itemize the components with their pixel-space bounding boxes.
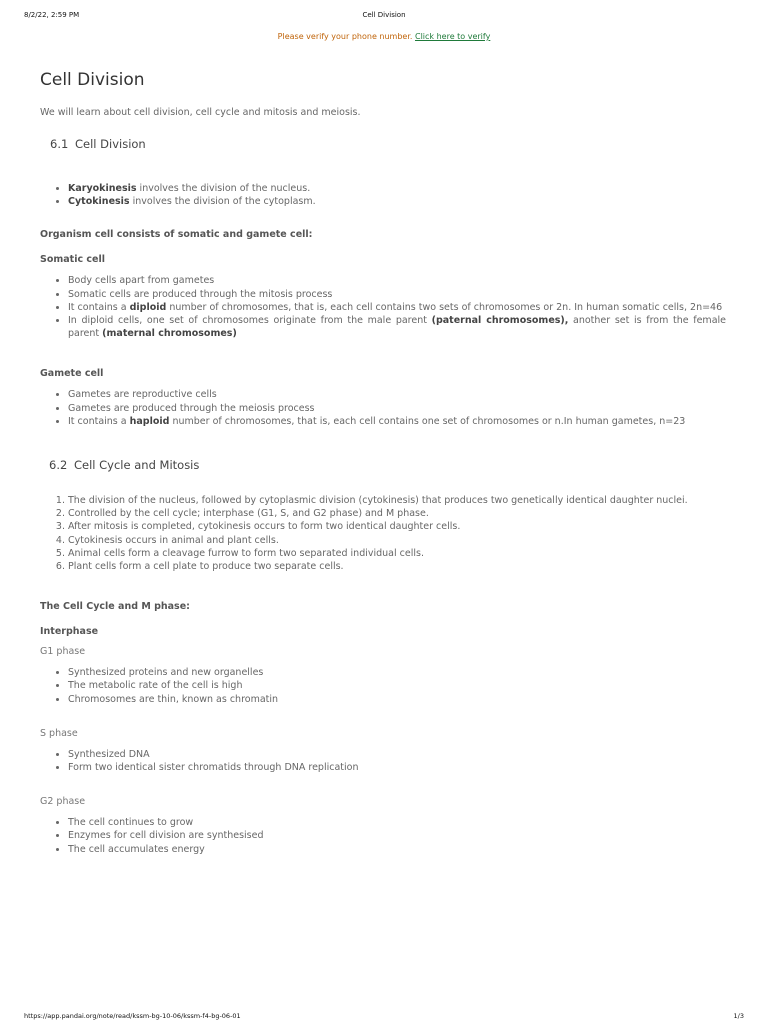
s-phase-heading: S phase <box>40 727 78 739</box>
term: Cytokinesis <box>68 196 130 208</box>
g2-heading: G2 phase <box>40 796 86 808</box>
list-item <box>68 195 726 208</box>
list-item: • Body cells apart from gametes <box>68 274 726 287</box>
section-title: Cell Cycle and Mitosis <box>74 458 200 473</box>
list-item: 4. Cytokinesis occurs in animal and plant cells. <box>68 534 726 547</box>
section-title: Cell Division <box>75 137 146 151</box>
list-item: 2. Controlled by the cell cycle; interphase (G1, S, and G2 phase) and M phase. <box>68 507 726 520</box>
text: In diploid cells, one set of chromosomes originate from the male parent <box>68 315 432 327</box>
list-item: • The metabolic rate of the cell is high <box>68 679 726 692</box>
verify-text: Please verify your phone number. <box>277 32 413 41</box>
list-item: • Synthesized proteins and new organelles <box>68 666 726 679</box>
list-item <box>68 314 726 340</box>
verify-link[interactable]: Click here to verify <box>414 32 491 41</box>
list-item: • Somatic cells are produced through the mitosis process <box>68 288 726 301</box>
interphase-heading: Interphase <box>40 626 99 638</box>
list-item: 5. Animal cells form a cleavage furrow to form two separated individual cells. <box>68 547 726 560</box>
verify-banner <box>0 32 768 41</box>
page-title: Cell Division <box>40 70 145 90</box>
definition: involves the division of the nucleus. <box>136 183 311 194</box>
list-item: • Form two identical sister chromatids through DNA replication <box>68 761 726 774</box>
list-item <box>68 301 726 314</box>
note-content <box>40 70 726 856</box>
text: another set is from the female parent <box>68 315 726 340</box>
list-item: 3. After mitosis is completed, cytokinesis occurs to form two identical daughter cells. <box>68 520 726 533</box>
definition: involves the division of the cytoplasm. <box>129 196 316 208</box>
list-item: • Gametes are produced through the meiosis process <box>68 402 726 415</box>
s-phase-list <box>40 748 726 774</box>
list-item: 6. Plant cells form a cell plate to produce two separate cells. <box>68 560 726 573</box>
section-number: 6.1 <box>50 137 69 151</box>
print-url: https://app.pandai.org/note/read/kssm-bg-10-06/kssm-f4-bg-06-01 <box>24 1012 241 1020</box>
division-list <box>40 182 726 208</box>
list-item: • Gametes are reproductive cells <box>68 388 726 401</box>
term: Karyokinesis <box>68 183 137 194</box>
print-datetime: 8/2/22, 2:59 PM <box>24 11 80 19</box>
mitosis-list <box>40 494 726 573</box>
text: It contains a <box>68 415 130 427</box>
g2-list <box>40 816 726 856</box>
term: diploid <box>129 301 167 313</box>
page-number: 1/3 <box>733 1012 744 1020</box>
list-item: • Chromosomes are thin, known as chromatin <box>68 693 726 706</box>
term: (paternal chromosomes), <box>431 315 569 327</box>
list-item: 1. The division of the nucleus, followed by cytoplasmic division (cytokinesis) that produces two genetically identical daughter nuclei. <box>68 494 726 507</box>
section-heading-6-1 <box>40 137 726 151</box>
list-item: • Synthesized DNA <box>68 748 726 761</box>
somatic-heading: Somatic cell <box>40 254 106 266</box>
text: number of chromosomes, that is, each cell contains two sets of chromosomes or 2n. In human somatic cells, 2n=46 <box>166 301 723 313</box>
print-header <box>24 11 744 23</box>
g1-list <box>40 666 726 706</box>
term: (maternal chromosomes) <box>102 328 237 340</box>
gamete-list <box>40 388 726 428</box>
term: haploid <box>129 415 170 427</box>
section-heading-6-2 <box>40 458 726 472</box>
text: It contains a <box>68 301 130 313</box>
list-item: • Enzymes for cell division are synthesised <box>68 829 726 842</box>
list-item: • The cell continues to grow <box>68 816 726 829</box>
text: number of chromosomes, that is, each cell contains one set of chromosomes or n.In human gametes, n=23 <box>169 415 686 427</box>
cell-cycle-heading: The Cell Cycle and M phase: <box>40 601 190 613</box>
intro-text: We will learn about cell division, cell cycle and mitosis and meiosis. <box>40 107 361 118</box>
g1-heading: G1 phase <box>40 646 86 658</box>
section-number: 6.2 <box>49 458 68 473</box>
gamete-heading: Gamete cell <box>40 368 104 380</box>
print-title: Cell Division <box>362 11 406 19</box>
list-item: • The cell accumulates energy <box>68 843 726 856</box>
organism-heading: Organism cell consists of somatic and gamete cell: <box>40 229 313 241</box>
list-item <box>68 182 726 195</box>
list-item <box>68 415 726 428</box>
somatic-list <box>40 274 726 340</box>
